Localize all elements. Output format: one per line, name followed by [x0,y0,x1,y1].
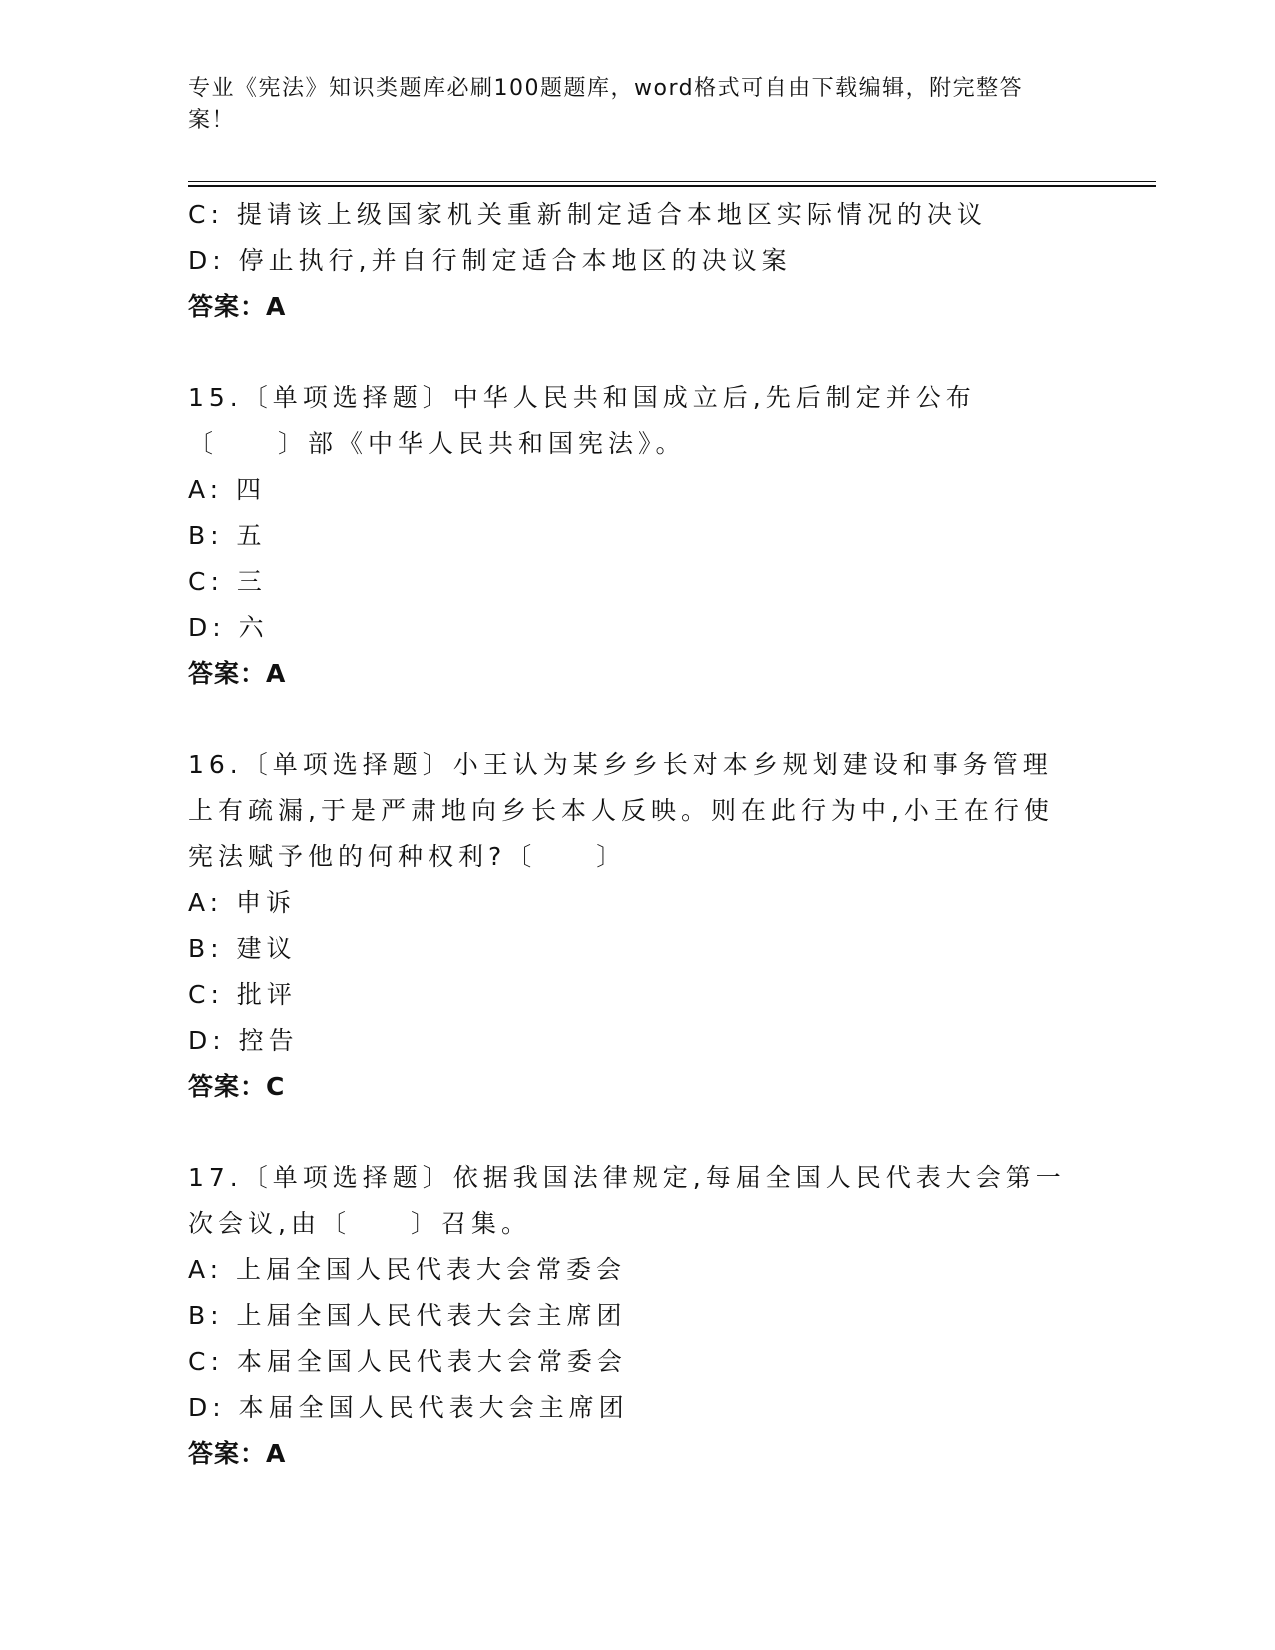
option-a: A: 四 [188,475,267,504]
question-gap [188,1110,1088,1155]
option-d: D: 停止执行,并自行制定适合本地区的决议案 [188,246,792,275]
question-gap [188,330,1088,375]
question-15 [188,375,1088,697]
option-c: C: 提请该上级国家机关重新制定适合本地区实际情况的决议 [188,200,987,229]
question-stem: 15.〔单项选择题〕中华人民共和国成立后,先后制定并公布〔 〕部《中华人民共和国宪法》。 [188,383,976,458]
question-stem: 17.〔单项选择题〕依据我国法律规定,每届全国人民代表大会第一次会议,由〔 〕召集。 [188,1163,1066,1238]
answer-line: 答案：C [188,1072,286,1101]
option-c: C: 三 [188,567,267,596]
option-d: D: 六 [188,613,269,642]
option-a: A: 上届全国人民代表大会常委会 [188,1255,627,1284]
answer-line: 答案：A [188,659,287,688]
previous-question-block [188,192,1088,330]
header-rule-thick [188,185,1156,187]
option-a: A: 申诉 [188,888,297,917]
option-b: B: 建议 [188,934,297,963]
document-header: 专业《宪法》知识类题库必刷100题题库，word格式可自由下载编辑，附完整答案！ [188,76,1024,133]
question-16 [188,742,1088,1110]
question-17 [188,1155,1088,1477]
option-b: B: 五 [188,521,267,550]
answer-line: 答案：A [188,1439,287,1468]
question-gap [188,697,1088,742]
question-content [188,192,1088,1477]
option-d: D: 控告 [188,1026,299,1055]
header-rule-thin [188,181,1156,182]
option-c: C: 本届全国人民代表大会常委会 [188,1347,627,1376]
option-c: C: 批评 [188,980,297,1009]
answer-line: 答案：A [188,292,287,321]
option-d: D: 本届全国人民代表大会主席团 [188,1393,629,1422]
option-b: B: 上届全国人民代表大会主席团 [188,1301,627,1330]
question-stem: 16.〔单项选择题〕小王认为某乡乡长对本乡规划建设和事务管理上有疏漏,于是严肃地向乡长本人反映。则在此行为中,小王在行使宪法赋予他的何种权利?〔 〕 [188,750,1054,871]
